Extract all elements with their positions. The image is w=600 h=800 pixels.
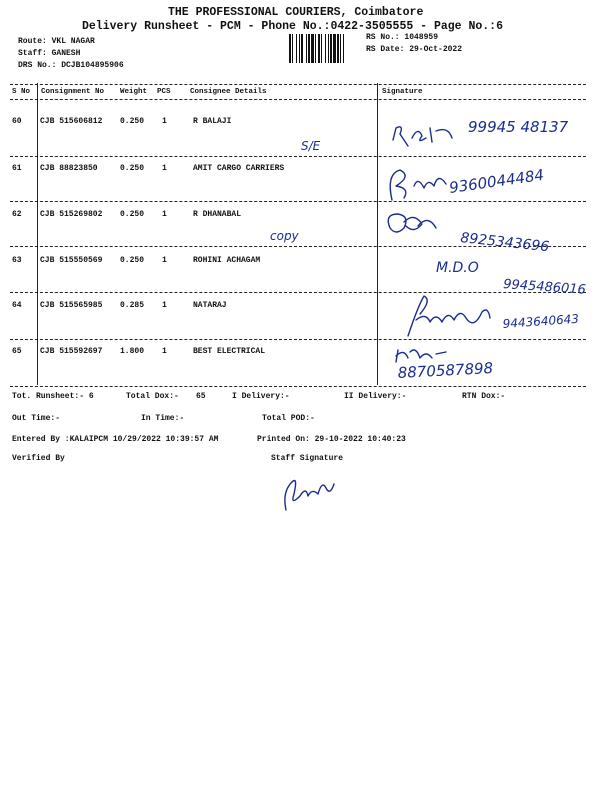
table-row-weight: 0.250 (120, 256, 145, 265)
table-row-consignment: CJB 515592697 (40, 347, 103, 356)
out-time-label: Out Time:- (12, 414, 61, 423)
table-row-pcs: 1 (162, 347, 167, 356)
in-time-label: In Time:- (141, 414, 185, 423)
staff-signature-scribble (285, 481, 334, 511)
runsheet-subtitle: Delivery Runsheet - PCM - Phone No.:0422-3505555 - Page No.:6 (82, 20, 503, 33)
table-row-consignment: CJB 88823850 (40, 164, 98, 173)
table-row-sno: 62 (12, 210, 22, 219)
handwritten-phone-row-65: 8870587898 (397, 359, 494, 382)
total-pod-label: Total POD:- (262, 414, 315, 423)
company-title: THE PROFESSIONAL COURIERS, Coimbatore (168, 6, 424, 19)
table-row-weight: 1.800 (120, 347, 145, 356)
total-dox-value: 65 (196, 392, 206, 401)
signature-row-60 (393, 127, 452, 146)
handwritten-phone-row-60: 99945 48137 (468, 118, 569, 136)
total-dox-label: Total Dox:- (126, 392, 179, 401)
table-row-weight: 0.250 (120, 164, 145, 173)
signature-row-64 (408, 296, 490, 336)
handwritten-phone-row-64: 9443640643 (502, 311, 580, 331)
table-row-consignee: AMIT CARGO CARRIERS (193, 164, 285, 173)
table-row-pcs: 1 (162, 164, 167, 173)
handwritten-phone-row-62: 8925343696 (459, 230, 550, 256)
table-row-sno: 64 (12, 301, 22, 310)
col-header-consignee: Consignee Details (190, 88, 267, 96)
col-header-signature: Signature (382, 88, 423, 96)
handwritten-phone-row-63: 9945486016 (502, 277, 587, 298)
table-row-weight: 0.285 (120, 301, 145, 310)
col-header-sno: S No (12, 88, 31, 96)
ii-delivery-label: II Delivery:- (344, 392, 407, 401)
table-row-sno: 65 (12, 347, 22, 356)
table-row-consignee: NATARAJ (193, 301, 227, 310)
table-row-sno: 63 (12, 256, 22, 265)
table-row-pcs: 1 (162, 256, 167, 265)
table-row-consignment: CJB 515269802 (40, 210, 103, 219)
rs-date: RS Date: 29-Oct-2022 (366, 45, 463, 54)
table-row-weight: 0.250 (120, 117, 145, 126)
entered-by: Entered By :KALAIPCM 10/29/2022 10:39:57 AM (12, 435, 219, 444)
signature-row-62 (388, 214, 436, 232)
rtn-dox-label: RTN Dox:- (462, 392, 506, 401)
staff-label: Staff: GANESH (18, 49, 81, 58)
table-row-consignment: CJB 515550569 (40, 256, 103, 265)
table-row-sno: 60 (12, 117, 22, 126)
printed-on: Printed On: 29-10-2022 10:40:23 (257, 435, 406, 444)
staff-signature-label: Staff Signature (271, 454, 344, 463)
tot-runsheet: Tot. Runsheet:- 6 (12, 392, 94, 401)
table-row-consignee: R BALAJI (193, 117, 232, 126)
table-row-pcs: 1 (162, 301, 167, 310)
handwritten-phone-row-61: 9360044484 (448, 165, 546, 197)
table-row-consignment: CJB 515565985 (40, 301, 103, 310)
route-label: Route: VKL NAGAR (18, 37, 95, 46)
table-row-pcs: 1 (162, 117, 167, 126)
rs-number: RS No.: 1048959 (366, 33, 439, 42)
col-header-pcs: PCS (157, 88, 171, 96)
i-delivery-label: I Delivery:- (232, 392, 290, 401)
handwritten-mark-row-62: copy (270, 229, 299, 243)
table-row-consignee: BEST ELECTRICAL (193, 347, 266, 356)
signature-row-61 (390, 170, 446, 200)
verified-by-label: Verified By (12, 454, 65, 463)
drs-number: DRS No.: DCJB104895906 (18, 61, 124, 70)
table-row-sno: 61 (12, 164, 22, 173)
handwritten-mark-row-63: M.D.O (436, 260, 479, 276)
table-row-pcs: 1 (162, 210, 167, 219)
table-row-consignee: R DHANABAL (193, 210, 242, 219)
signature-row-65 (396, 350, 446, 362)
handwritten-mark-row-60: S/E (301, 139, 321, 153)
table-row-consignee: ROHINI ACHAGAM (193, 256, 261, 265)
col-header-consignment: Consignment No (41, 88, 105, 96)
table-row-weight: 0.250 (120, 210, 145, 219)
col-header-weight: Weight (120, 88, 148, 96)
table-row-consignment: CJB 515606812 (40, 117, 103, 126)
